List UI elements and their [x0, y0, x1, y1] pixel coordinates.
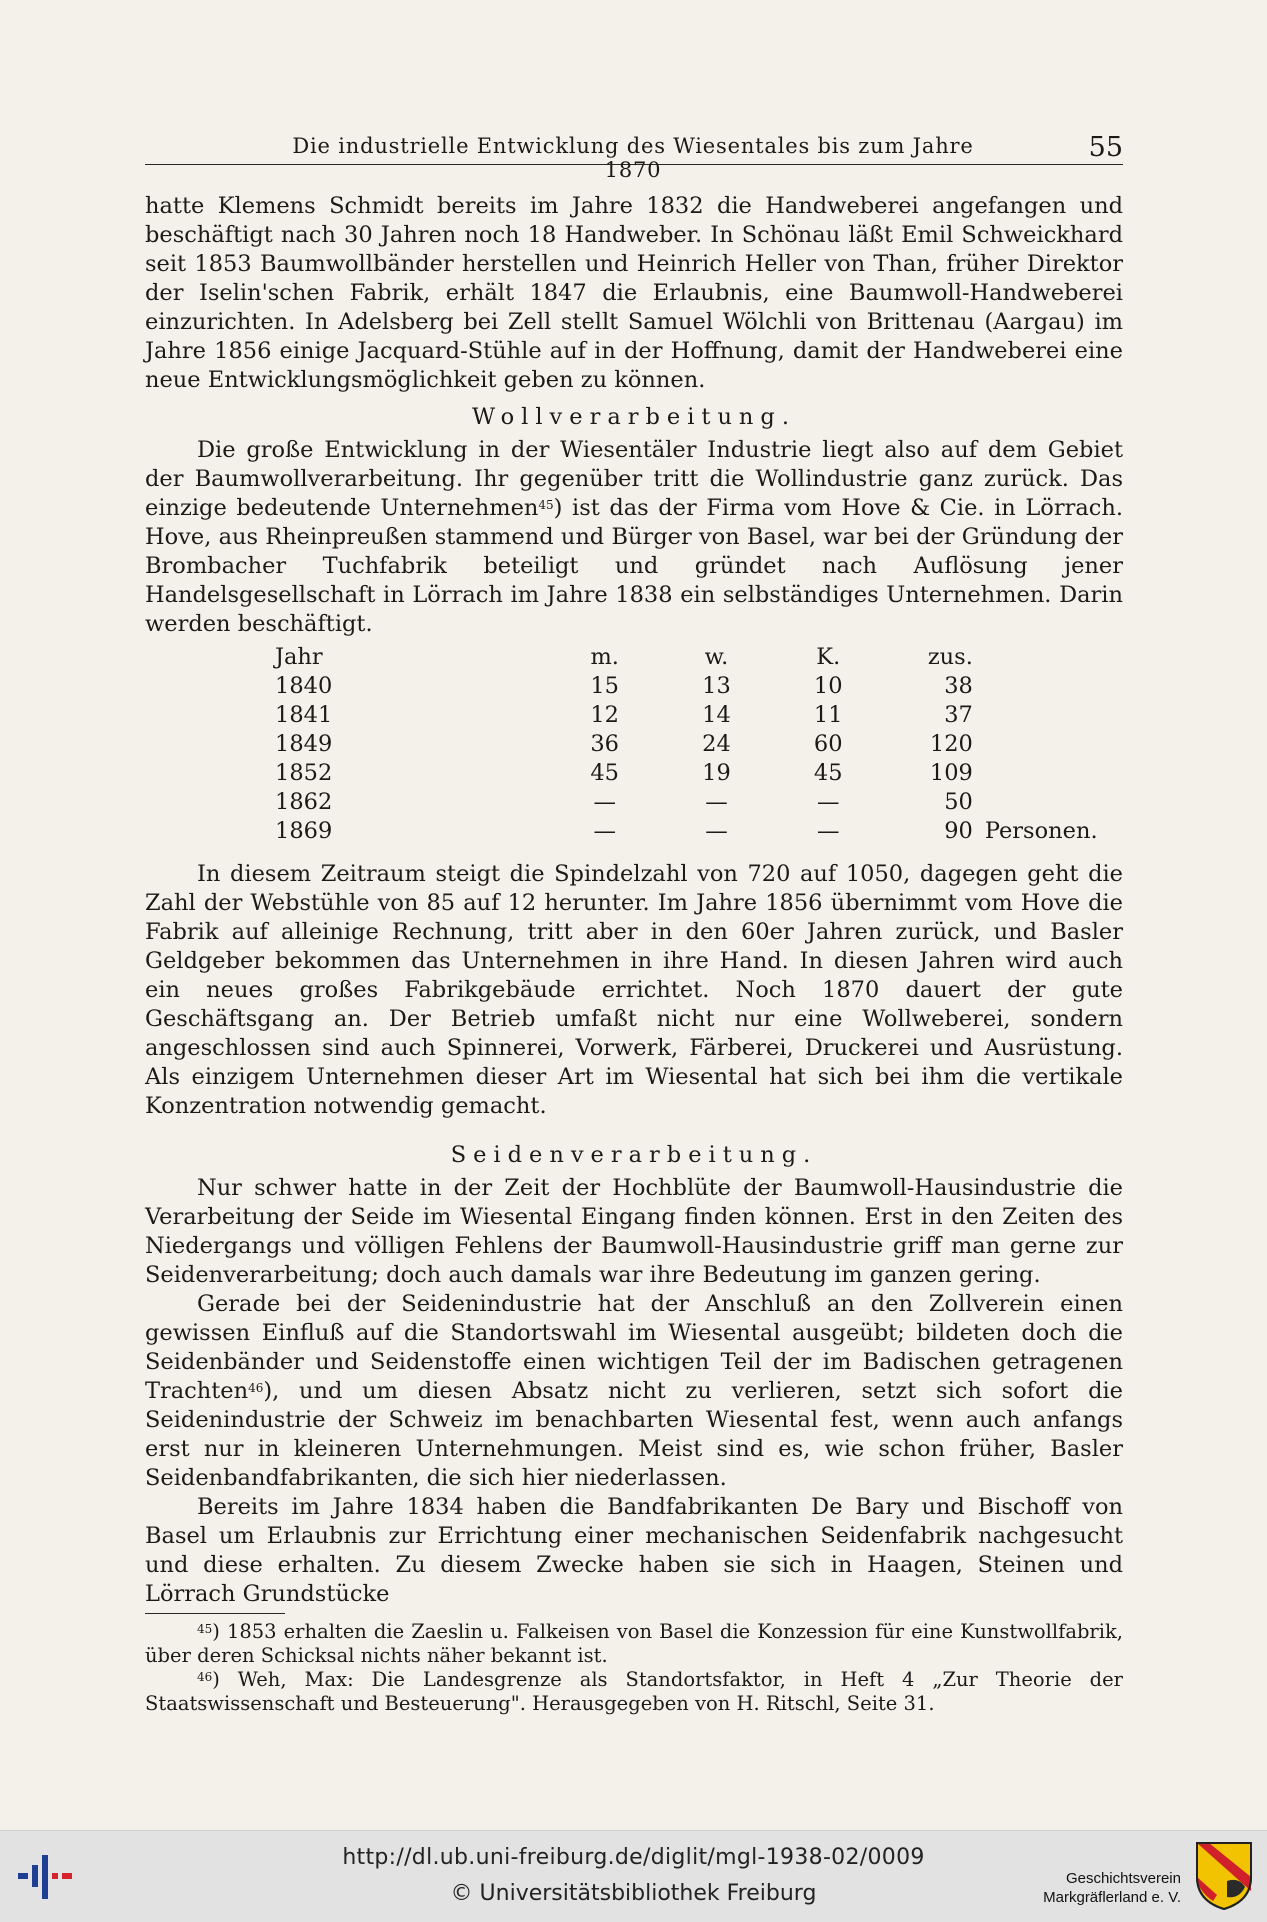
table-cell: 38	[944, 673, 973, 699]
table-row	[275, 730, 1123, 759]
footnote-mark: 45	[197, 1622, 213, 1636]
permalink-url[interactable]: http://dl.ub.uni-freiburg.de/diglit/mgl-1938-02/0009	[342, 1845, 925, 1870]
footnote-text: ) Weh, Max: Die Landesgrenze als Standortsfaktor, in Heft 4 „Zur Theorie der Staatswissenschaft und Besteuerung". Herausgegeben von H. Ritschl, Seite 31.	[145, 1668, 1123, 1715]
table-cell: —	[705, 789, 728, 815]
employment-table	[275, 643, 1123, 846]
main-text	[145, 192, 1123, 1716]
table-cell: 1849	[275, 731, 333, 757]
paragraph-1: hatte Klemens Schmidt bereits im Jahre 1832 die Handweberei angefangen und beschäftigt nach 30 Jahren noch 18 Handweber. In Schönau läßt Emil Schweickhard seit 1853 Baumwollbänder herstellen und Heinrich Heller von Than, früher Direktor der Iselin'schen Fabrik, erhält 1847 die Erlaubnis, eine Baumwoll-Handweberei einzurichten. In Adelsberg bei Zell stellt Samuel Wölchli von Brittenau (Aargau) im Jahre 1856 einige Jacquard-Stühle auf in der Hoffnung, damit der Handweberei eine neue Entwicklungsmöglichkeit geben zu können.	[145, 193, 1123, 393]
paragraph-5-part-b: ), und um diesen Absatz nicht zu verlieren, setzt sich sofort die Seidenindustrie der Schweiz im benachbarten Wiesental fest, wenn auch anfangs erst nur in kleineren Unternehmungen. Meist sind es, wie schon früher, Basler Seidenbandfabrikanten, die sich hier niederlassen.	[145, 1378, 1123, 1491]
table-cell	[973, 701, 1123, 730]
table-cell	[973, 672, 1123, 701]
table-row	[275, 672, 1123, 701]
table-cell: 1869	[275, 818, 333, 844]
table-cell: 1841	[275, 702, 333, 728]
table-cell: —	[593, 818, 616, 844]
paragraph-2-part-b: ) ist das der Firma vom Hove & Cie. in Lörrach. Hove, aus Rheinpreußen stammend und Bürger von Basel, war bei der Gründung der Brombacher Tuchfabrik beteiligt und gründet nach Auflösung jener Handelsgesellschaft in Lörrach im Jahre 1838 ein selbständiges Unternehmen. Darin werden beschäftigt.	[145, 495, 1123, 637]
paragraph-2	[145, 436, 1123, 639]
table-cell: 10	[813, 673, 843, 699]
table-cell	[973, 788, 1123, 817]
footnotes	[145, 1620, 1123, 1716]
table-header-row	[275, 643, 1123, 672]
table-cell	[973, 759, 1123, 788]
footnote-ref-45[interactable]: 45	[538, 498, 554, 512]
table-cell: 45	[813, 760, 843, 786]
table-cell: —	[817, 789, 840, 815]
table-row	[275, 817, 1123, 846]
table-header-cell	[973, 643, 1123, 672]
table-cell: —	[817, 818, 840, 844]
footnote-mark: 46	[197, 1670, 213, 1684]
table-cell: —	[705, 818, 728, 844]
page-number: 55	[1088, 132, 1123, 163]
footnote-46	[145, 1668, 1123, 1716]
copyright-notice: © Universitätsbibliothek Freiburg	[450, 1881, 817, 1906]
coat-of-arms-icon[interactable]	[1195, 1841, 1253, 1911]
table-cell: 13	[702, 673, 731, 699]
table-cell: 60	[813, 731, 843, 757]
paragraph-3: In diesem Zeitraum steigt die Spindelzahl von 720 auf 1050, dagegen geht die Zahl der Webstühle von 85 auf 12 herunter. Im Jahre 1856 übernimmt vom Hove die Fabrik auf alleinige Rechnung, tritt aber in den 60er Jahren zurück, und Basler Geldgeber bekommen das Unternehmen in ihre Hand. In diesen Jahren wird auch ein neues großes Fabrikgebäude errichtet. Noch 1870 dauert der gute Geschäftsgang an. Der Betrieb umfaßt nicht nur eine Wollweberei, sondern angeschlossen sind auch Spinnerei, Vorwerk, Färberei, Druckerei und Ausrüstung. Als einzigem Unternehmen dieser Art im Wiesental hat sich bei ihm die vertikale Konzentration notwendig gemacht.	[145, 861, 1123, 1119]
table-cell: 50	[944, 789, 973, 815]
table-cell: 24	[702, 731, 731, 757]
table-cell: 109	[929, 760, 973, 786]
table-cell: 90	[944, 818, 973, 844]
table-row	[275, 701, 1123, 730]
table-cell	[973, 730, 1123, 759]
paragraph-5	[145, 1290, 1123, 1493]
table-cell: 11	[813, 702, 843, 728]
table-row	[275, 788, 1123, 817]
paragraph-5-part-a: Gerade bei der Seidenindustrie hat der Anschluß an den Zollverein einen gewissen Einfluß auf die Standortswahl im Wiesental ausgeübt; bildeten doch die Seidenbänder und Seidenstoffe einen wichtigen Teil der im Badischen getragenen Trachten	[145, 1291, 1123, 1404]
table-cell: 37	[944, 702, 973, 728]
running-header	[145, 132, 1123, 182]
table-cell: —	[593, 789, 616, 815]
table-cell: 19	[702, 760, 731, 786]
footnote-text: ) 1853 erhalten die Zaeslin u. Falkeisen von Basel die Konzession für eine Kunstwollfabrik, über deren Schicksal nichts näher bekannt ist.	[145, 1620, 1123, 1667]
paragraph-4: Nur schwer hatte in der Zeit der Hochblüte der Baumwoll-Hausindustrie die Verarbeitung der Seide im Wiesental Eingang finden können. Erst in den Zeiten des Niedergangs und völligen Fehlens der Baumwoll-Hausindustrie griff man gerne zur Seidenverarbeitung; doch auch damals war ihre Bedeutung im ganzen gering.	[145, 1175, 1123, 1288]
table-header-cell: m.	[590, 644, 619, 670]
paragraph-6: Bereits im Jahre 1834 haben die Bandfabrikanten De Bary und Bischoff von Basel um Erlaubnis zur Errichtung einer mechanischen Seidenfabrik nachgesucht und diese erhalten. Zu diesem Zwecke haben sie sich in Haagen, Steinen und Lörrach Grundstücke	[145, 1494, 1123, 1607]
footnote-ref-46[interactable]: 46	[248, 1381, 264, 1395]
table-cell: 45	[590, 760, 619, 786]
table-cell: 15	[590, 673, 619, 699]
table-cell: 120	[929, 731, 973, 757]
footnote-divider	[145, 1613, 285, 1614]
table-header-cell: Jahr	[275, 644, 323, 670]
table-cell: 1840	[275, 673, 333, 699]
table-cell: 1862	[275, 789, 333, 815]
viewer-footer-bar	[0, 1830, 1267, 1922]
society-line-1: Geschichtsverein	[1065, 1870, 1181, 1887]
table-cell: Personen.	[984, 818, 1098, 844]
table-row	[275, 759, 1123, 788]
society-line-2: Markgräflerland e. V.	[1043, 1889, 1181, 1906]
table-cell: 36	[590, 731, 619, 757]
table-header-cell: zus.	[927, 644, 973, 670]
table-header-cell: K.	[816, 644, 841, 670]
footnote-45	[145, 1620, 1123, 1668]
section-heading-silk: Seidenverarbeitung.	[450, 1142, 818, 1168]
table-cell: 1852	[275, 760, 333, 786]
table-header-cell: w.	[704, 644, 729, 670]
society-name	[1043, 1869, 1181, 1907]
table-cell: 14	[702, 702, 731, 728]
section-heading-wool: Wollverarbeitung.	[472, 404, 796, 430]
table-cell: 12	[590, 702, 619, 728]
running-title: Die industrielle Entwicklung des Wiesentales bis zum Jahre 1870	[292, 134, 974, 182]
paragraph-2-part-a: Die große Entwicklung in der Wiesentäler Industrie liegt also auf dem Gebiet der Baumwollverarbeitung. Ihr gegenüber tritt die Wollindustrie ganz zurück. Das einzige bedeutende Unternehmen	[145, 437, 1123, 521]
